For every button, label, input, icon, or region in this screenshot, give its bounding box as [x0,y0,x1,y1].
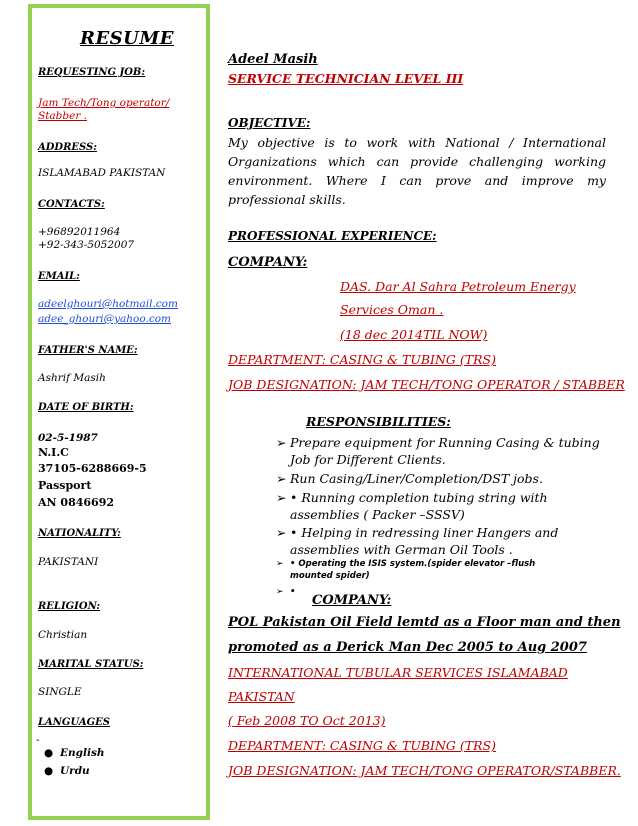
company2-line2: promoted as a Derick Man Dec 2005 to Aug 2007 [228,640,587,655]
company3-dates: ( Feb 2008 TO Oct 2013) [228,713,386,728]
marital-status-value: SINGLE [38,686,82,698]
candidate-name: Adeel Masih [228,52,318,67]
father-name-label: FATHER'S NAME: [38,345,138,356]
resp-5a: • Operating the ISIS system.(spider elevator –flush [290,559,536,569]
responsibility-item [276,434,600,468]
arrow-bullet-icon: ➢ [276,471,287,486]
resp-6: • [290,587,296,597]
responsibility-item [276,470,600,487]
candidate-position: SERVICE TECHNICIAN LEVEL III [228,71,464,86]
father-name-value: Ashrif Masih [38,372,106,384]
address-label: ADDRESS: [38,142,97,153]
language-item [44,765,90,778]
email-label: EMAIL: [38,271,80,282]
requesting-job-value-1: Jam Tech/Tong operator/ [38,97,170,109]
marital-status-label: MARITAL STATUS: [38,659,144,670]
resp-1a: Prepare equipment for Running Casing & tubing [290,435,600,450]
arrow-bullet-icon: ➢ [276,490,287,505]
language-urdu: Urdu [60,765,90,777]
nic-value: 37105-6288669-5 [38,462,147,475]
company2-label: COMPANY: [312,593,392,608]
arrow-bullet-icon: ➢ [276,559,284,569]
resp-3a: • Running completion tubing string with [290,490,548,505]
responsibilities-label: RESPONSIBILITIES: [306,414,451,429]
company1-name-line2: Services Oman . [340,302,444,317]
language-item [44,747,105,760]
dot-bullet-icon: ● [44,765,54,777]
company-label: COMPANY: [228,255,308,270]
resp-4a: • Helping in redressing liner Hangers and [290,525,559,540]
resp-2: Run Casing/Liner/Completion/DST jobs. [290,471,543,486]
resp-5b: mounted spider) [290,571,370,581]
responsibility-item [276,558,600,582]
passport-value: AN 0846692 [38,496,114,509]
email-link-1[interactable]: adeelghouri@hotmail.com [38,298,178,310]
language-english: English [60,747,105,759]
nic-label: N.I.C [38,446,69,459]
company1-name-line1: DAS. Dar Al Sahra Petroleum Energy [340,279,576,294]
dob-label: DATE OF BIRTH: [38,402,134,413]
resp-4b: assemblies with German Oil Tools . [290,542,513,557]
arrow-bullet-icon: ➢ [276,435,287,450]
requesting-job-value-2: Stabber . [38,110,88,122]
religion-label: RELIGION: [38,601,101,612]
company1-designation: JOB DESIGNATION: JAM TECH/TONG OPERATOR / STABBER [228,377,625,392]
company3-designation: JOB DESIGNATION: JAM TECH/TONG OPERATOR/STABBER. [228,763,621,778]
responsibility-item [276,489,600,523]
objective-text: My objective is to work with National / International Organizations which can provide challenging working environment. Where I can prove and improve my professional skills. [228,135,606,207]
address-value: ISLAMABAD PAKISTAN [38,167,166,179]
dob-value: 02-5-1987 [38,432,98,444]
email-link-2[interactable]: adee_ghouri@yahoo.com [38,313,172,325]
resp-3b: assemblies ( Packer –SSSV) [290,507,465,522]
company2-line1: POL Pakistan Oil Field lemtd as a Floor man and then [228,615,621,630]
company3-line1: INTERNATIONAL TUBULAR SERVICES ISLAMABAD [228,665,568,680]
experience-label: PROFESSIONAL EXPERIENCE: [228,229,437,243]
resp-1b: Job for Different Clients. [290,452,446,467]
objective-label: OBJECTIVE: [228,116,311,130]
requesting-job-label: REQUESTING JOB: [38,67,146,78]
phone-2: +92-343-5052007 [38,239,135,251]
contacts-label: CONTACTS: [38,199,105,210]
nationality-label: NATIONALITY: [38,528,121,539]
company3-department: DEPARTMENT: CASING & TUBING (TRS) [228,738,496,753]
languages-dash: - [36,734,40,746]
passport-label: Passport [38,479,92,492]
company1-dates: (18 dec 2014TIL NOW) [340,327,488,342]
phone-1: +96892011964 [38,226,121,238]
religion-value: Christian [38,629,88,641]
arrow-bullet-icon: ➢ [276,587,284,597]
responsibility-item [276,524,600,558]
arrow-bullet-icon: ➢ [276,525,287,540]
resume-title: RESUME [80,28,175,49]
dot-bullet-icon: ● [44,747,54,759]
company1-department: DEPARTMENT: CASING & TUBING (TRS) [228,352,496,367]
nationality-value: PAKISTANI [38,556,99,568]
languages-label: LANGUAGES [38,717,111,728]
company3-line2: PAKISTAN [228,689,295,704]
